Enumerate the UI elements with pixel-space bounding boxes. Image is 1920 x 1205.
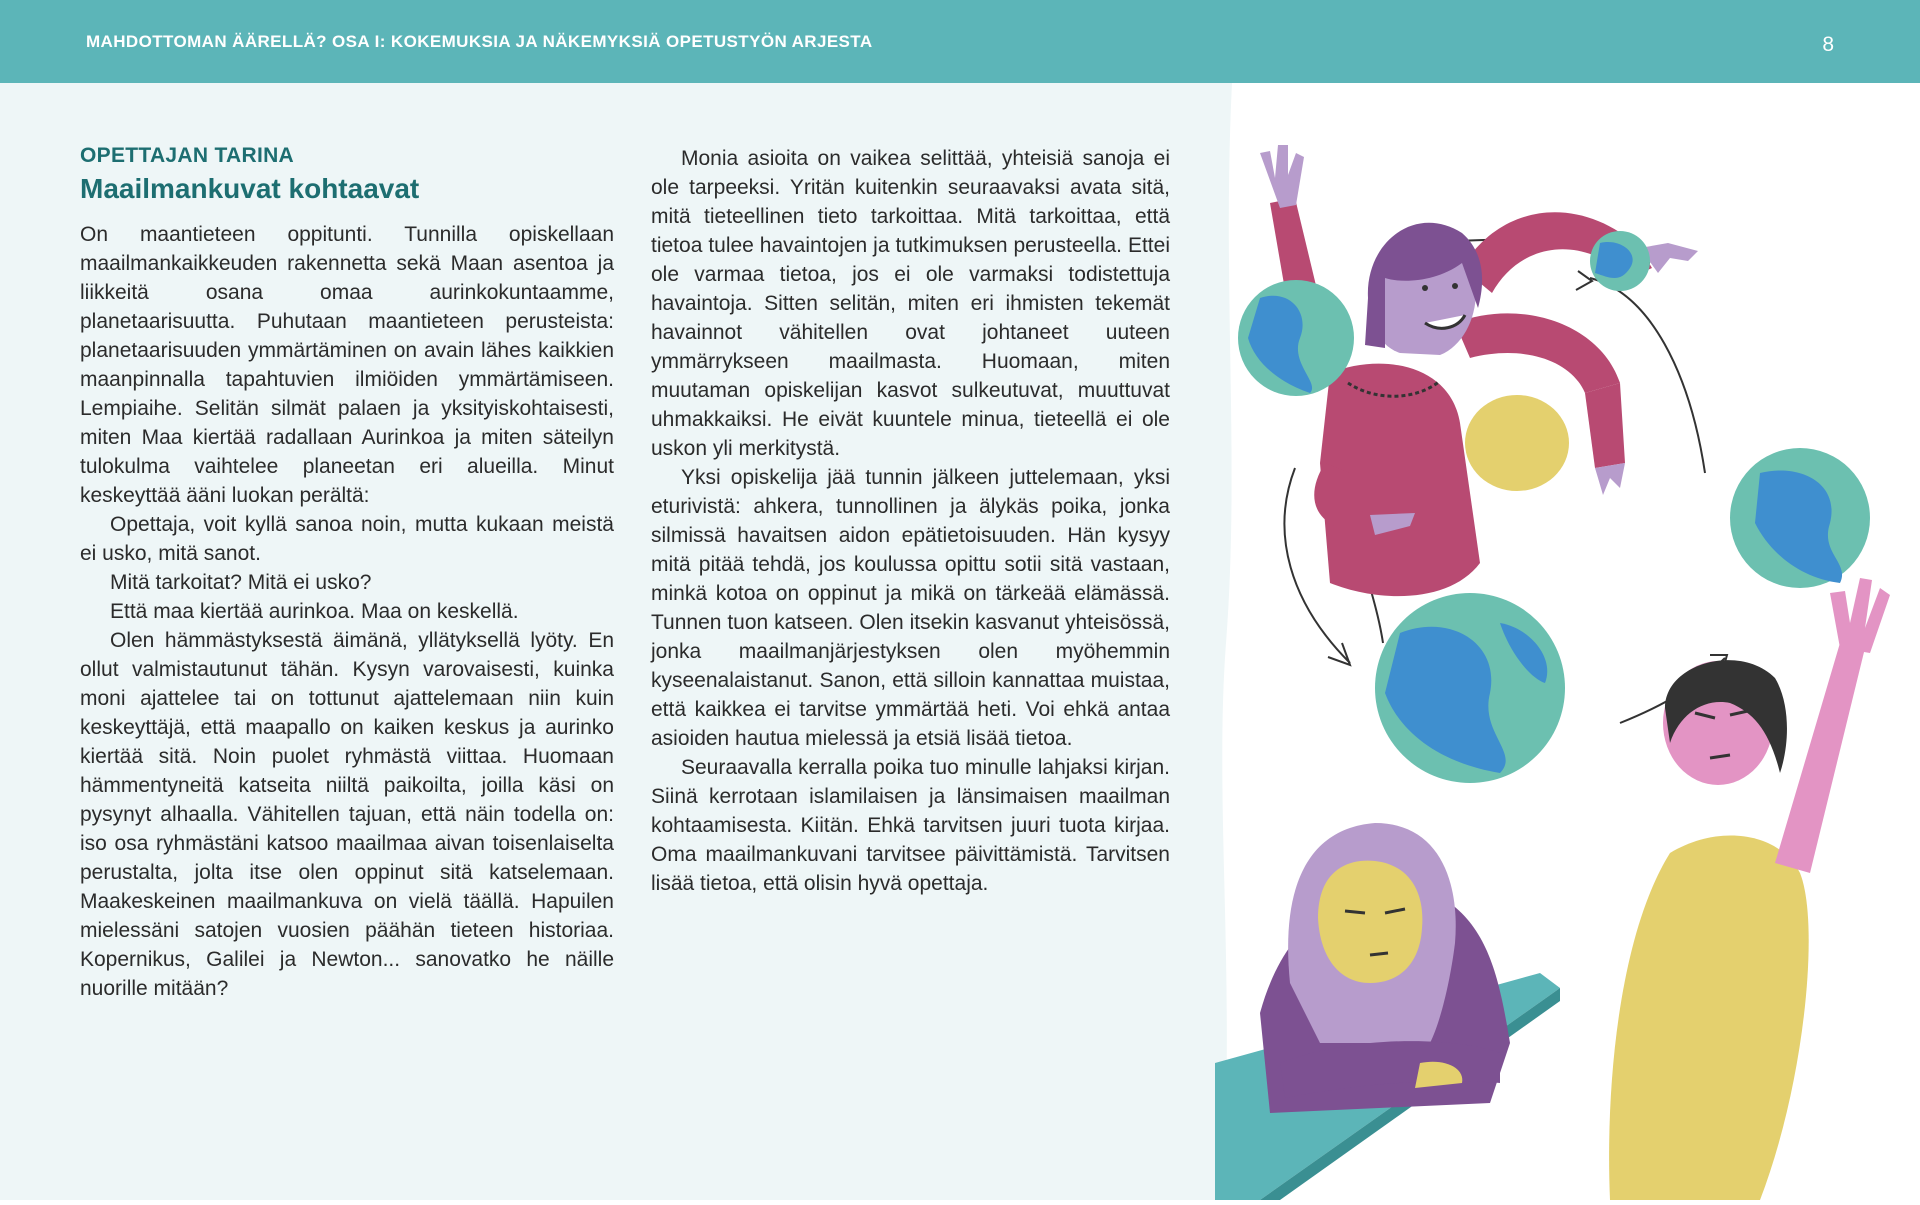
paragraph: Että maa kiertää aurinkoa. Maa on keskellä. (110, 600, 519, 623)
globe-icon (1730, 448, 1870, 588)
illustration (1200, 83, 1920, 1200)
globe-icon (1238, 280, 1354, 396)
running-title: MAHDOTTOMAN ÄÄRELLÄ? OSA I: KOKEMUKSIA JA NÄKEMYKSIÄ OPETUSTYÖN ARJESTA (86, 32, 873, 51)
sun-icon (1465, 395, 1569, 491)
paragraph: Seuraavalla kerralla poika tuo minulle lahjaksi kirjan. Siinä kerrotaan islamilaisen ja länsimaisen maailman kohtaamisesta. Kiitän. Ehkä tarvitsen juuri tuota kirjaa. Oma maailmankuvani tarvitsee päivittämistä. Tarvitsen lisää tietoa, että olisin hyvä opettaja. (651, 756, 1170, 895)
page-header (0, 0, 1920, 83)
page-number: 8 (1822, 33, 1834, 56)
paragraph: Yksi opiskelija jää tunnin jälkeen juttelemaan, yksi eturivistä: ahkera, tunnollinen ja älykäs poika, jonka silmissä havaitsen aidon epätietoisuuden. Hän kysyy mitä pitää tehdä, jos koulussa opittu sotii sitä vastaan, minkä kotoa on oppinut ja mikä on tärkeää elämässä. Tunnen tuon katseen. Olen itsekin kasvanut yhteisössä, jonka maailmanjärjestyksen olen myöhemmin kyseenalaistanut. Sanon, että silloin kannattaa muistaa, että kaikkea ei tarvitse ymmärtää heti. Voi ehkä antaa asioiden hautua mielessä ja etsiä lisää tietoa. (651, 466, 1170, 750)
boy-raising-hand (1609, 578, 1890, 1200)
paragraph: Mitä tarkoitat? Mitä ei usko? (110, 571, 372, 594)
globe-icon (1590, 231, 1650, 291)
globe-icon (1375, 593, 1565, 783)
paragraph: Opettaja, voit kyllä sanoa noin, mutta kukaan meistä ei usko, mitä sanot. (80, 513, 614, 565)
girl-in-hijab (1260, 823, 1510, 1113)
article-body-right (651, 144, 1170, 898)
article-title: Maailmankuvat kohtaavat (80, 173, 420, 204)
article-kicker: OPETTAJAN TARINA (80, 144, 295, 167)
article-body-left (80, 220, 614, 1003)
illustration-art (1200, 83, 1920, 1200)
paragraph: Monia asioita on vaikea selittää, yhteisiä sanoja ei ole tarpeeksi. Yritän kuitenkin seuraavaksi avata sitä, mitä tieteellinen tieto tarkoittaa. Mitä tarkoittaa, että tietoa tulee havaintojen ja tutkimuksen perusteella. Ettei ole varmaa tietoa, jos ei ole varmaksi todistettuja havaintoja. Sitten selitän, miten eri ihmisten tekemät havainnot vähitellen ovat johtaneet uuteen ymmärrykseen maailmasta. Huomaan, miten muutaman opiskelijan kasvot sulkeutuvat, muuttuvat uhmakkaiksi. He eivät kuuntele minua, tieteellä ei ole uskon yli merkitystä. (651, 147, 1170, 460)
paragraph: On maantieteen oppitunti. Tunnilla opiskellaan maailmankaikkeuden rakennetta sekä Maan asentoa ja liikkeitä osana omaa aurinkokuntaamme, planetaarisuutta. Puhutaan maantieteen perusteista: planetaarisuuden ymmärtäminen on avain lähes kaikkien maanpinnalla tapahtuvien ilmiöiden ymmärtämiseen. Lempiaihe. Selitän silmät palaen ja yksityiskohtaisesti, miten Maa kiertää radallaan Aurinkoa ja miten säteilyn tulokulma vaihtelee planeetan eri alueilla. Minut keskeyttää ääni luokan perältä: (80, 223, 614, 507)
article-column-right (651, 144, 1170, 898)
paragraph: Olen hämmästyksestä äimänä, yllätyksellä lyöty. En ollut valmistautunut tähän. Kysyn varovaisesti, kuinka moni ajattelee tai on tottunut ajattelemaan niin kuin keskeyttäjä, että maapallo on kaiken keskus ja aurinko kiertää sitä. Noin puolet ryhmästä viittaa. Huomaan hämmentyneitä katseita niiltä paikoilta, joilla käsi on pysynyt alhaalla. Vähitellen tajuan, että näin todella on: iso osa ryhmästäni katsoo maailmaa aivan toisenlaiselta perustalta, jolta itse olen oppinut sitä katselemaan. Maakeskeinen maailmankuva on vielä täällä. Hapuilen mielessäni satojen vuosien päähän tieteen historiaa. Kopernikus, Galilei ja Newton... sanovatko he näille nuorille mitään? (80, 629, 614, 1000)
article-column-left (80, 144, 614, 1003)
